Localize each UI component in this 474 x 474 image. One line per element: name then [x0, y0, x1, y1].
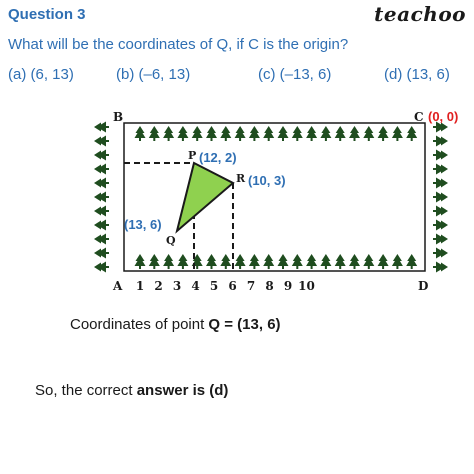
- tree-icon: [306, 254, 317, 269]
- tree-icon: [306, 126, 317, 141]
- question-title: Question 3: [8, 6, 86, 23]
- tree-icon: [94, 164, 109, 175]
- tree-icon: [406, 126, 417, 141]
- tree-icon: [433, 220, 448, 231]
- garden-boundary: [124, 123, 425, 271]
- tree-icon: [433, 164, 448, 175]
- tree-icon: [135, 254, 146, 269]
- tree-icon: [235, 254, 246, 269]
- tree-icon: [363, 126, 374, 141]
- corner-label-c: C: [414, 110, 424, 124]
- tree-icon: [94, 136, 109, 147]
- corner-label-d: D: [418, 279, 429, 293]
- x-tick-label: 7: [246, 279, 256, 293]
- tree-icon: [349, 254, 360, 269]
- tree-icon: [135, 126, 146, 141]
- answer-line-2-value: answer is (d): [136, 382, 229, 399]
- x-tick-label: 8: [265, 279, 274, 293]
- tree-icon: [433, 150, 448, 161]
- answer-line-2-prefix: So, the correct: [35, 382, 137, 399]
- x-tick-label: 10: [298, 279, 315, 293]
- tree-icon: [378, 254, 389, 269]
- tree-icon: [149, 254, 160, 269]
- x-tick-label: 1: [135, 279, 145, 293]
- tree-icon: [406, 254, 417, 269]
- point-label-r: R: [236, 172, 246, 185]
- option-d: (d) (13, 6): [384, 66, 450, 83]
- tree-icon: [278, 254, 289, 269]
- origin-label: (0, 0): [428, 109, 459, 124]
- tree-icon: [163, 254, 174, 269]
- tree-icon: [433, 192, 448, 203]
- tree-icon: [278, 126, 289, 141]
- tree-icon: [263, 126, 274, 141]
- x-tick-label: 2: [154, 279, 163, 293]
- option-c: (c) (–13, 6): [258, 66, 332, 83]
- tree-icon: [433, 136, 448, 147]
- tree-icon: [149, 126, 160, 141]
- corner-label-b: B: [113, 110, 124, 124]
- tree-icon: [392, 254, 403, 269]
- tree-icon: [433, 234, 448, 245]
- tree-icon: [94, 206, 109, 217]
- tree-icon: [320, 254, 331, 269]
- tree-icon: [94, 234, 109, 245]
- tree-icon: [433, 248, 448, 259]
- x-tick-label: 6: [228, 279, 237, 293]
- tree-icon: [94, 192, 109, 203]
- tree-icon: [433, 178, 448, 189]
- tree-icon: [94, 122, 109, 133]
- tree-icon: [249, 254, 260, 269]
- tree-icon: [249, 126, 260, 141]
- tree-icon: [263, 254, 274, 269]
- tree-icon: [349, 126, 360, 141]
- tree-icon: [235, 126, 246, 141]
- tree-icon: [206, 126, 217, 141]
- coord-label-q: (13, 6): [124, 217, 162, 232]
- point-label-q: Q: [166, 234, 176, 247]
- brand-logo: teachoo: [374, 2, 466, 26]
- tree-icon: [94, 150, 109, 161]
- tree-icon: [320, 126, 331, 141]
- question-text: What will be the coordinates of Q, if C is the origin?: [8, 36, 349, 53]
- tree-icon: [335, 126, 346, 141]
- x-tick-label: 5: [209, 279, 219, 293]
- tree-icon: [363, 254, 374, 269]
- x-tick-label: 3: [172, 279, 182, 293]
- tree-icon: [292, 254, 303, 269]
- answer-line-1-prefix: Coordinates of point: [70, 316, 209, 333]
- corner-label-a: A: [113, 279, 123, 293]
- tree-icon: [94, 178, 109, 189]
- tree-icon: [220, 254, 231, 269]
- tree-border: [94, 122, 448, 273]
- tree-icon: [433, 262, 448, 273]
- option-a: (a) (6, 13): [8, 66, 74, 83]
- point-label-p: P: [188, 149, 197, 162]
- tree-icon: [392, 126, 403, 141]
- answer-line-2: [35, 382, 228, 399]
- tree-icon: [433, 206, 448, 217]
- tree-icon: [206, 254, 217, 269]
- answer-line-1-value: Q = (13, 6): [208, 316, 281, 333]
- tree-icon: [94, 262, 109, 273]
- x-tick-labels: [136, 279, 315, 293]
- coord-label-r: (10, 3): [248, 173, 286, 188]
- triangle-pqr: [177, 163, 233, 231]
- tree-icon: [94, 220, 109, 231]
- x-tick-label: 9: [283, 279, 293, 293]
- tree-icon: [94, 248, 109, 259]
- tree-icon: [177, 126, 188, 141]
- x-tick-label: 4: [191, 279, 200, 293]
- tree-icon: [192, 126, 203, 141]
- answer-line-1: [70, 316, 281, 333]
- tree-icon: [220, 126, 231, 141]
- tree-icon: [335, 254, 346, 269]
- coord-label-p: (12, 2): [199, 150, 237, 165]
- tree-icon: [378, 126, 389, 141]
- tree-icon: [177, 254, 188, 269]
- tree-icon: [163, 126, 174, 141]
- tree-icon: [292, 126, 303, 141]
- option-b: (b) (–6, 13): [116, 66, 191, 83]
